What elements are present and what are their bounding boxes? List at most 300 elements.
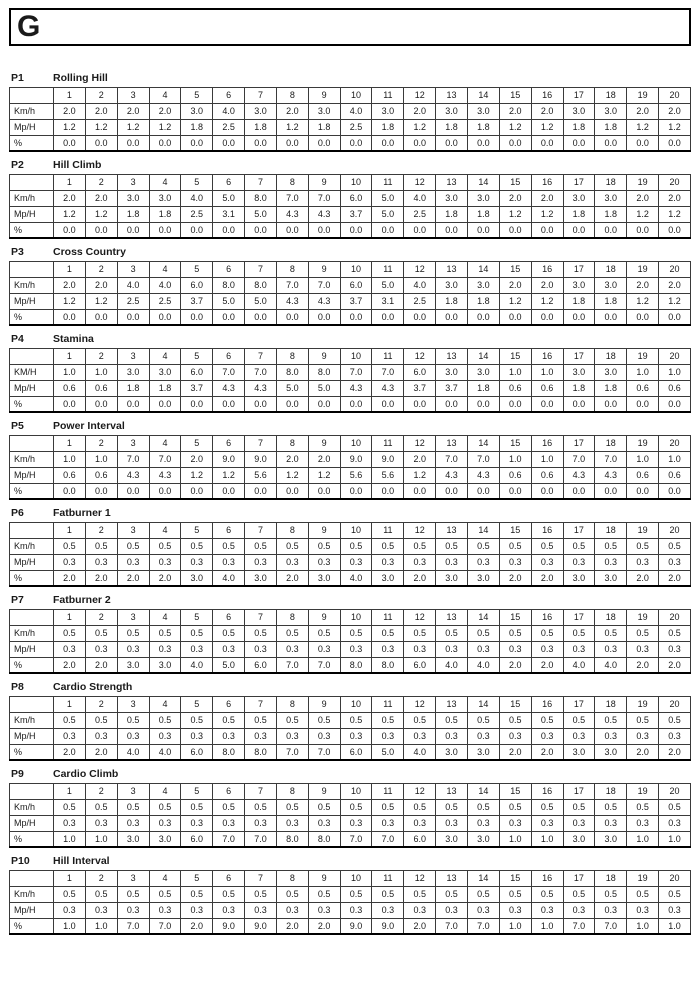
value-cell: 8.0 bbox=[276, 364, 308, 380]
value-cell: 3.0 bbox=[563, 277, 595, 293]
value-cell: 0.5 bbox=[117, 799, 149, 815]
program-table bbox=[9, 609, 691, 675]
value-cell: 0.0 bbox=[499, 135, 531, 151]
program-p4 bbox=[9, 331, 691, 413]
value-cell: 0.0 bbox=[85, 483, 117, 499]
value-cell: 0.3 bbox=[563, 902, 595, 918]
interval-header-cell: 6 bbox=[213, 261, 245, 277]
value-cell: 1.2 bbox=[213, 467, 245, 483]
value-cell: 0.3 bbox=[245, 902, 277, 918]
value-cell: 1.2 bbox=[659, 206, 691, 222]
interval-header-cell: 11 bbox=[372, 87, 404, 103]
corner-cell bbox=[10, 870, 54, 886]
row-label: Km/h bbox=[10, 277, 54, 293]
value-cell: 0.3 bbox=[563, 554, 595, 570]
value-cell: 7.0 bbox=[276, 277, 308, 293]
value-cell: 2.0 bbox=[531, 744, 563, 760]
value-cell: 7.0 bbox=[595, 451, 627, 467]
value-cell: 0.0 bbox=[499, 483, 531, 499]
interval-header-cell: 1 bbox=[54, 435, 86, 451]
interval-header-cell: 18 bbox=[595, 696, 627, 712]
row-label: Km/h bbox=[10, 799, 54, 815]
value-cell: 0.5 bbox=[404, 538, 436, 554]
interval-header-cell: 12 bbox=[404, 261, 436, 277]
program-id: P10 bbox=[11, 855, 30, 868]
value-cell: 1.2 bbox=[85, 293, 117, 309]
interval-header-cell: 5 bbox=[181, 522, 213, 538]
value-cell: 3.0 bbox=[436, 570, 468, 586]
corner-cell bbox=[10, 609, 54, 625]
value-cell: 4.3 bbox=[372, 380, 404, 396]
value-cell: 0.5 bbox=[627, 712, 659, 728]
value-cell: 4.0 bbox=[467, 657, 499, 673]
value-cell: 0.0 bbox=[245, 222, 277, 238]
value-cell: 0.3 bbox=[595, 902, 627, 918]
value-cell: 0.5 bbox=[659, 799, 691, 815]
value-cell: 0.5 bbox=[627, 625, 659, 641]
value-cell: 7.0 bbox=[563, 918, 595, 934]
interval-header-cell: 3 bbox=[117, 435, 149, 451]
value-cell: 0.0 bbox=[499, 222, 531, 238]
value-cell: 0.5 bbox=[181, 625, 213, 641]
interval-header-cell: 9 bbox=[308, 783, 340, 799]
value-cell: 0.0 bbox=[245, 483, 277, 499]
value-cell: 0.5 bbox=[340, 625, 372, 641]
value-cell: 0.5 bbox=[499, 538, 531, 554]
interval-header-cell: 11 bbox=[372, 261, 404, 277]
interval-header-cell: 8 bbox=[276, 609, 308, 625]
value-cell: 0.0 bbox=[627, 309, 659, 325]
row-label: % bbox=[10, 831, 54, 847]
program-id: P4 bbox=[11, 333, 24, 346]
value-cell: 1.8 bbox=[436, 293, 468, 309]
value-cell: 0.0 bbox=[85, 135, 117, 151]
interval-header-cell: 15 bbox=[499, 348, 531, 364]
value-cell: 1.0 bbox=[659, 918, 691, 934]
value-cell: 2.0 bbox=[308, 451, 340, 467]
value-cell: 2.0 bbox=[659, 657, 691, 673]
interval-header-cell: 15 bbox=[499, 261, 531, 277]
interval-header-cell: 4 bbox=[149, 435, 181, 451]
interval-header-cell: 11 bbox=[372, 870, 404, 886]
value-cell: 0.5 bbox=[149, 538, 181, 554]
program-p8 bbox=[9, 679, 691, 761]
value-cell: 0.3 bbox=[436, 815, 468, 831]
value-cell: 0.0 bbox=[467, 483, 499, 499]
value-cell: 0.0 bbox=[308, 222, 340, 238]
value-cell: 3.0 bbox=[181, 103, 213, 119]
data-row bbox=[10, 396, 691, 412]
interval-header-cell: 8 bbox=[276, 174, 308, 190]
value-cell: 2.0 bbox=[499, 744, 531, 760]
corner-cell bbox=[10, 348, 54, 364]
value-cell: 0.0 bbox=[404, 483, 436, 499]
value-cell: 0.3 bbox=[659, 902, 691, 918]
interval-header-cell: 13 bbox=[436, 696, 468, 712]
interval-header-cell: 16 bbox=[531, 522, 563, 538]
corner-cell bbox=[10, 261, 54, 277]
interval-header-cell: 11 bbox=[372, 174, 404, 190]
value-cell: 0.5 bbox=[436, 886, 468, 902]
value-cell: 2.0 bbox=[54, 277, 86, 293]
value-cell: 2.0 bbox=[117, 103, 149, 119]
value-cell: 0.3 bbox=[563, 815, 595, 831]
value-cell: 0.3 bbox=[276, 902, 308, 918]
value-cell: 0.3 bbox=[531, 554, 563, 570]
value-cell: 3.7 bbox=[340, 206, 372, 222]
interval-header-cell: 10 bbox=[340, 261, 372, 277]
data-row bbox=[10, 135, 691, 151]
interval-header-cell: 12 bbox=[404, 522, 436, 538]
row-label: Mp/H bbox=[10, 467, 54, 483]
interval-header-row bbox=[10, 174, 691, 190]
program-name: Stamina bbox=[53, 333, 94, 346]
value-cell: 0.3 bbox=[563, 641, 595, 657]
value-cell: 1.8 bbox=[563, 119, 595, 135]
value-cell: 3.0 bbox=[595, 744, 627, 760]
value-cell: 0.6 bbox=[531, 467, 563, 483]
value-cell: 0.3 bbox=[149, 902, 181, 918]
corner-cell bbox=[10, 174, 54, 190]
value-cell: 0.5 bbox=[85, 886, 117, 902]
value-cell: 0.5 bbox=[245, 538, 277, 554]
interval-header-cell: 8 bbox=[276, 435, 308, 451]
interval-header-cell: 17 bbox=[563, 435, 595, 451]
interval-header-cell: 1 bbox=[54, 870, 86, 886]
value-cell: 1.0 bbox=[54, 364, 86, 380]
value-cell: 1.0 bbox=[531, 364, 563, 380]
value-cell: 1.8 bbox=[181, 119, 213, 135]
value-cell: 5.0 bbox=[308, 380, 340, 396]
program-table bbox=[9, 435, 691, 501]
value-cell: 4.0 bbox=[117, 744, 149, 760]
interval-header-cell: 13 bbox=[436, 609, 468, 625]
program-name: Power Interval bbox=[53, 420, 125, 433]
program-id: P8 bbox=[11, 681, 24, 694]
value-cell: 1.0 bbox=[531, 918, 563, 934]
value-cell: 0.0 bbox=[372, 222, 404, 238]
value-cell: 0.0 bbox=[149, 222, 181, 238]
program-title-row bbox=[9, 853, 691, 870]
value-cell: 0.3 bbox=[404, 641, 436, 657]
interval-header-cell: 17 bbox=[563, 174, 595, 190]
interval-header-cell: 9 bbox=[308, 174, 340, 190]
value-cell: 0.6 bbox=[54, 467, 86, 483]
interval-header-cell: 14 bbox=[467, 870, 499, 886]
value-cell: 0.5 bbox=[213, 538, 245, 554]
value-cell: 0.3 bbox=[595, 728, 627, 744]
value-cell: 2.0 bbox=[627, 570, 659, 586]
interval-header-cell: 6 bbox=[213, 435, 245, 451]
value-cell: 0.0 bbox=[563, 396, 595, 412]
value-cell: 6.0 bbox=[404, 657, 436, 673]
value-cell: 0.5 bbox=[531, 886, 563, 902]
interval-header-cell: 4 bbox=[149, 87, 181, 103]
interval-header-cell: 13 bbox=[436, 522, 468, 538]
corner-cell bbox=[10, 87, 54, 103]
value-cell: 0.5 bbox=[340, 538, 372, 554]
value-cell: 0.5 bbox=[499, 886, 531, 902]
value-cell: 1.2 bbox=[181, 467, 213, 483]
value-cell: 0.0 bbox=[563, 135, 595, 151]
value-cell: 7.0 bbox=[436, 918, 468, 934]
value-cell: 9.0 bbox=[372, 451, 404, 467]
value-cell: 4.3 bbox=[213, 380, 245, 396]
value-cell: 0.3 bbox=[404, 815, 436, 831]
data-row bbox=[10, 293, 691, 309]
value-cell: 6.0 bbox=[181, 831, 213, 847]
interval-header-cell: 2 bbox=[85, 783, 117, 799]
value-cell: 1.2 bbox=[531, 119, 563, 135]
program-id: P2 bbox=[11, 159, 24, 172]
interval-header-cell: 19 bbox=[627, 609, 659, 625]
value-cell: 0.0 bbox=[149, 396, 181, 412]
value-cell: 0.5 bbox=[563, 625, 595, 641]
value-cell: 3.0 bbox=[308, 570, 340, 586]
value-cell: 1.2 bbox=[54, 119, 86, 135]
value-cell: 0.0 bbox=[276, 396, 308, 412]
corner-cell bbox=[10, 783, 54, 799]
value-cell: 3.0 bbox=[595, 190, 627, 206]
value-cell: 0.3 bbox=[149, 641, 181, 657]
data-row bbox=[10, 918, 691, 934]
program-id: P3 bbox=[11, 246, 24, 259]
interval-header-cell: 16 bbox=[531, 348, 563, 364]
interval-header-cell: 18 bbox=[595, 174, 627, 190]
value-cell: 0.5 bbox=[181, 799, 213, 815]
value-cell: 0.0 bbox=[245, 309, 277, 325]
row-label: Km/h bbox=[10, 451, 54, 467]
program-id: P7 bbox=[11, 594, 24, 607]
value-cell: 8.0 bbox=[245, 277, 277, 293]
interval-header-cell: 20 bbox=[659, 174, 691, 190]
value-cell: 0.3 bbox=[627, 641, 659, 657]
interval-header-cell: 19 bbox=[627, 174, 659, 190]
value-cell: 0.3 bbox=[340, 728, 372, 744]
value-cell: 0.3 bbox=[467, 554, 499, 570]
interval-header-row bbox=[10, 783, 691, 799]
value-cell: 4.3 bbox=[117, 467, 149, 483]
value-cell: 0.5 bbox=[308, 799, 340, 815]
data-row bbox=[10, 103, 691, 119]
interval-header-cell: 12 bbox=[404, 435, 436, 451]
data-row bbox=[10, 886, 691, 902]
value-cell: 0.6 bbox=[85, 380, 117, 396]
interval-header-cell: 12 bbox=[404, 696, 436, 712]
value-cell: 2.0 bbox=[276, 570, 308, 586]
value-cell: 0.0 bbox=[276, 135, 308, 151]
value-cell: 0.5 bbox=[245, 712, 277, 728]
row-label: Mp/H bbox=[10, 554, 54, 570]
value-cell: 0.3 bbox=[181, 902, 213, 918]
value-cell: 0.5 bbox=[404, 712, 436, 728]
value-cell: 1.0 bbox=[85, 364, 117, 380]
program-title-row bbox=[9, 592, 691, 609]
interval-header-cell: 10 bbox=[340, 87, 372, 103]
value-cell: 2.0 bbox=[499, 190, 531, 206]
value-cell: 1.8 bbox=[117, 380, 149, 396]
interval-header-cell: 20 bbox=[659, 261, 691, 277]
interval-header-cell: 7 bbox=[245, 609, 277, 625]
value-cell: 0.0 bbox=[563, 483, 595, 499]
value-cell: 0.5 bbox=[85, 538, 117, 554]
value-cell: 0.3 bbox=[181, 728, 213, 744]
value-cell: 0.5 bbox=[372, 712, 404, 728]
interval-header-cell: 4 bbox=[149, 696, 181, 712]
value-cell: 0.0 bbox=[627, 135, 659, 151]
value-cell: 4.3 bbox=[276, 206, 308, 222]
value-cell: 0.5 bbox=[276, 625, 308, 641]
value-cell: 1.0 bbox=[85, 451, 117, 467]
value-cell: 6.0 bbox=[181, 277, 213, 293]
interval-header-cell: 2 bbox=[85, 261, 117, 277]
value-cell: 0.5 bbox=[563, 712, 595, 728]
value-cell: 0.5 bbox=[149, 712, 181, 728]
value-cell: 7.0 bbox=[117, 451, 149, 467]
value-cell: 0.3 bbox=[627, 902, 659, 918]
value-cell: 1.8 bbox=[117, 206, 149, 222]
value-cell: 1.2 bbox=[149, 119, 181, 135]
interval-header-cell: 19 bbox=[627, 522, 659, 538]
corner-cell bbox=[10, 522, 54, 538]
interval-header-row bbox=[10, 870, 691, 886]
interval-header-cell: 5 bbox=[181, 783, 213, 799]
value-cell: 3.0 bbox=[563, 364, 595, 380]
value-cell: 0.0 bbox=[404, 309, 436, 325]
value-cell: 0.3 bbox=[531, 641, 563, 657]
row-label: Mp/H bbox=[10, 206, 54, 222]
row-label: Km/h bbox=[10, 712, 54, 728]
value-cell: 3.0 bbox=[563, 190, 595, 206]
value-cell: 0.0 bbox=[340, 222, 372, 238]
interval-header-cell: 12 bbox=[404, 87, 436, 103]
value-cell: 2.0 bbox=[404, 451, 436, 467]
value-cell: 7.0 bbox=[563, 451, 595, 467]
value-cell: 2.0 bbox=[627, 277, 659, 293]
value-cell: 2.0 bbox=[499, 570, 531, 586]
value-cell: 8.0 bbox=[372, 657, 404, 673]
value-cell: 1.0 bbox=[659, 364, 691, 380]
value-cell: 0.0 bbox=[117, 309, 149, 325]
interval-header-cell: 6 bbox=[213, 783, 245, 799]
value-cell: 0.3 bbox=[54, 902, 86, 918]
data-row bbox=[10, 451, 691, 467]
value-cell: 3.0 bbox=[245, 103, 277, 119]
value-cell: 1.8 bbox=[563, 206, 595, 222]
value-cell: 9.0 bbox=[245, 918, 277, 934]
interval-header-cell: 2 bbox=[85, 174, 117, 190]
value-cell: 0.3 bbox=[436, 728, 468, 744]
value-cell: 2.0 bbox=[149, 103, 181, 119]
value-cell: 2.0 bbox=[659, 744, 691, 760]
interval-header-cell: 13 bbox=[436, 174, 468, 190]
interval-header-cell: 20 bbox=[659, 435, 691, 451]
value-cell: 1.0 bbox=[85, 831, 117, 847]
interval-header-cell: 9 bbox=[308, 696, 340, 712]
value-cell: 0.5 bbox=[245, 625, 277, 641]
value-cell: 0.0 bbox=[181, 483, 213, 499]
interval-header-cell: 13 bbox=[436, 783, 468, 799]
row-label: Mp/H bbox=[10, 641, 54, 657]
interval-header-cell: 3 bbox=[117, 696, 149, 712]
value-cell: 0.5 bbox=[276, 799, 308, 815]
value-cell: 0.0 bbox=[308, 396, 340, 412]
value-cell: 1.0 bbox=[627, 918, 659, 934]
value-cell: 0.5 bbox=[499, 625, 531, 641]
value-cell: 0.3 bbox=[531, 902, 563, 918]
value-cell: 0.5 bbox=[308, 625, 340, 641]
value-cell: 2.0 bbox=[404, 570, 436, 586]
value-cell: 1.8 bbox=[595, 380, 627, 396]
value-cell: 0.3 bbox=[659, 728, 691, 744]
interval-header-cell: 15 bbox=[499, 435, 531, 451]
value-cell: 0.0 bbox=[85, 396, 117, 412]
program-table bbox=[9, 870, 691, 936]
value-cell: 3.0 bbox=[436, 831, 468, 847]
value-cell: 6.0 bbox=[340, 190, 372, 206]
value-cell: 0.5 bbox=[436, 625, 468, 641]
value-cell: 8.0 bbox=[245, 744, 277, 760]
value-cell: 4.0 bbox=[340, 103, 372, 119]
value-cell: 0.3 bbox=[659, 641, 691, 657]
row-label: Mp/H bbox=[10, 380, 54, 396]
value-cell: 3.0 bbox=[436, 190, 468, 206]
value-cell: 0.5 bbox=[531, 712, 563, 728]
value-cell: 0.5 bbox=[85, 625, 117, 641]
value-cell: 4.0 bbox=[404, 744, 436, 760]
data-row bbox=[10, 744, 691, 760]
value-cell: 4.0 bbox=[213, 570, 245, 586]
value-cell: 3.0 bbox=[245, 570, 277, 586]
program-title-row bbox=[9, 679, 691, 696]
interval-header-cell: 16 bbox=[531, 609, 563, 625]
programs bbox=[9, 70, 691, 935]
row-label: Km/h bbox=[10, 190, 54, 206]
value-cell: 0.6 bbox=[499, 380, 531, 396]
value-cell: 0.5 bbox=[467, 538, 499, 554]
value-cell: 5.0 bbox=[213, 657, 245, 673]
interval-header-cell: 5 bbox=[181, 87, 213, 103]
row-label: % bbox=[10, 135, 54, 151]
program-name: Fatburner 1 bbox=[53, 507, 111, 520]
corner-cell bbox=[10, 435, 54, 451]
value-cell: 9.0 bbox=[340, 451, 372, 467]
value-cell: 3.7 bbox=[404, 380, 436, 396]
value-cell: 0.3 bbox=[436, 554, 468, 570]
section-header-box bbox=[9, 8, 691, 46]
value-cell: 7.0 bbox=[340, 831, 372, 847]
value-cell: 0.5 bbox=[563, 886, 595, 902]
program-p10 bbox=[9, 853, 691, 935]
value-cell: 0.0 bbox=[340, 396, 372, 412]
value-cell: 0.5 bbox=[467, 886, 499, 902]
interval-header-cell: 16 bbox=[531, 435, 563, 451]
value-cell: 0.5 bbox=[627, 799, 659, 815]
value-cell: 3.0 bbox=[595, 570, 627, 586]
value-cell: 6.0 bbox=[181, 364, 213, 380]
value-cell: 7.0 bbox=[149, 918, 181, 934]
interval-header-cell: 19 bbox=[627, 87, 659, 103]
value-cell: 2.0 bbox=[308, 918, 340, 934]
value-cell: 0.0 bbox=[467, 222, 499, 238]
value-cell: 0.3 bbox=[181, 641, 213, 657]
value-cell: 4.0 bbox=[595, 657, 627, 673]
value-cell: 5.0 bbox=[245, 293, 277, 309]
value-cell: 1.8 bbox=[436, 119, 468, 135]
value-cell: 0.3 bbox=[595, 554, 627, 570]
value-cell: 7.0 bbox=[117, 918, 149, 934]
program-title-row bbox=[9, 70, 691, 87]
